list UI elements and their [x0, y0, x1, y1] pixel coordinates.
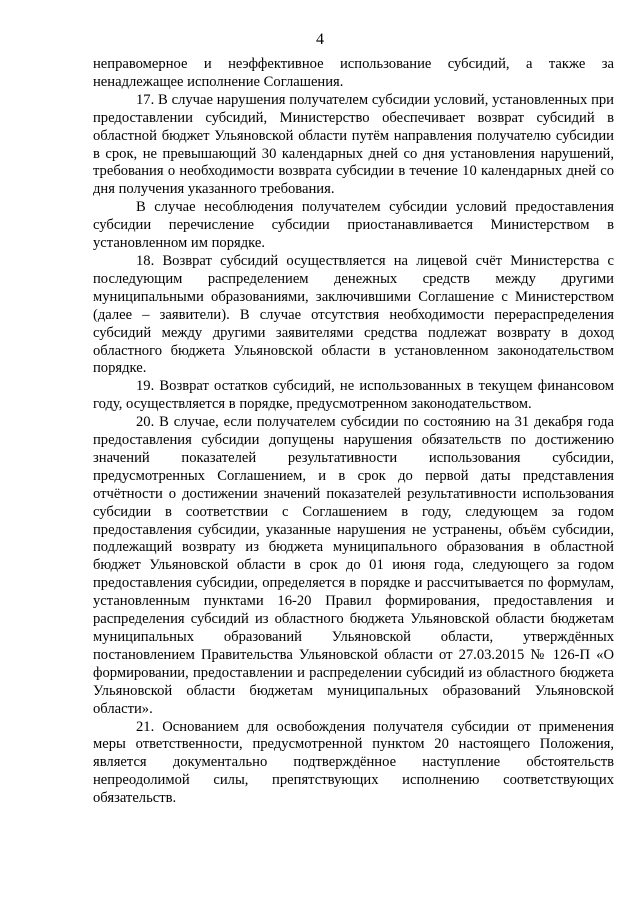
paragraph-item-19: 19. Возврат остатков субсидий, не использованных в текущем финансовом году, осуществляется в порядке, предусмотренном законодательством.	[93, 378, 614, 413]
page-number: 4	[316, 31, 324, 48]
paragraph-item-18: 18. Возврат субсидий осуществляется на лицевой счёт Министерства с последующим распределением денежных средств между другими муниципальными образованиями, заключившими Соглашение с Министерством (далее – заявители). В случае отсутствия необходимости перераспределения субсидий между другими заявителями средства подлежат возврату в доход областного бюджета Ульяновской области в установленном законодательством порядке.	[93, 252, 614, 377]
paragraph-continuation: неправомерное и неэффективное использование субсидий, а также за ненадлежащее исполнение Соглашения.	[93, 56, 614, 90]
paragraph-item-17-continued: В случае несоблюдения получателем субсидии условий предоставления субсидии перечисление субсидии приостанавливается Министерством в установленном им порядке.	[93, 199, 614, 252]
document-body	[93, 56, 614, 808]
paragraph-item-17: 17. В случае нарушения получателем субсидии условий, установленных при предоставлении субсидий, Министерство обеспечивает возврат субсидий в областной бюджет Ульяновской области путём направления получателю субсидии в срок, не превышающий 30 календарных дней со дня установления нарушений, требования о необходимости возврата субсидии в течение 10 календарных дней со дня получения указанного требования.	[93, 91, 614, 198]
paragraph-item-21: 21. Основанием для освобождения получателя субсидии от применения меры ответственности, предусмотренной пунктом 20 настоящего Положения, является документально подтверждённое наступление обстоятельств непреодолимой силы, препятствующих исполнению соответствующих обязательств.	[93, 718, 614, 807]
paragraph-item-20: 20. В случае, если получателем субсидии по состоянию на 31 декабря года предоставления субсидии допущены нарушения обязательств по достижению значений показателей результативности использования субсидии, предусмотренных Соглашением, и в срок до первой даты представления отчётности о достижении значений показателей результативности использования субсидии в соответствии с Соглашением в году, следующем за годом предоставления субсидии, указанные нарушения не устранены, объём субсидии, подлежащий возврату из бюджета муниципального образования в областной бюджет Ульяновской области в срок до 01 июня года, следующего за годом предоставления субсидии, определяется в порядке и рассчитывается по формулам, установленным пунктами 16-20 Правил формирования, предоставления и распределения субсидий из областного бюджета Ульяновской области бюджетам муниципальных образований Ульяновской области, утверждённых постановлением Правительства Ульяновской области от 27.03.2015 № 126-П «О формировании, предоставлении и распределении субсидий из областного бюджета Ульяновской области бюджетам муниципальных образований Ульяновской области».	[93, 414, 614, 717]
